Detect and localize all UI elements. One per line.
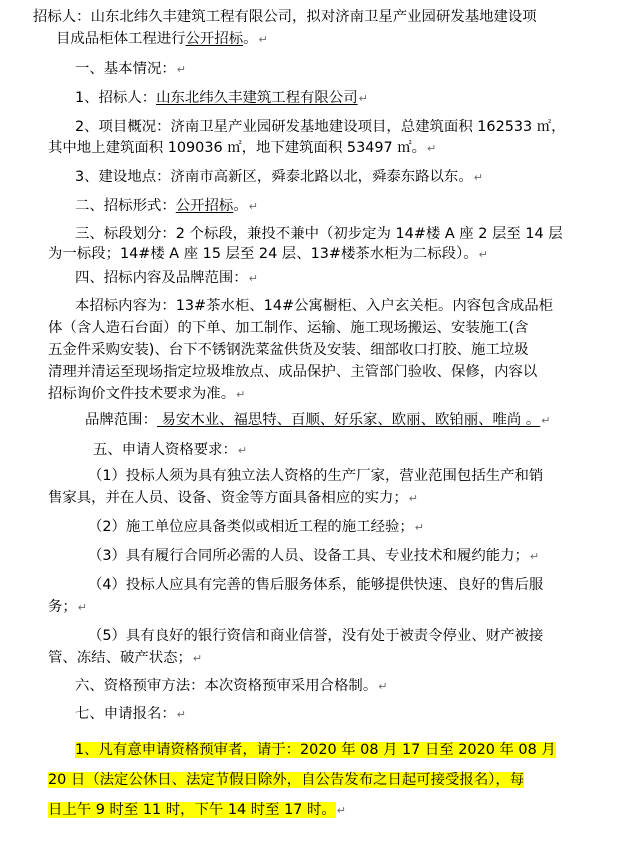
doc-line: （4）投标人应具有完善的售后服务体系，能够提供快速、良好的售后服: [88, 577, 544, 593]
doc-line: 体（含人造石台面）的下单、加工制作、运输、施工现场搬运、安装施工(含: [48, 320, 529, 336]
doc-line: 2、项目概况：济南卫星产业园研发基地建设项目，总建筑面积 162533 ㎡，: [75, 119, 566, 135]
doc-line: 管、冻结、破产状态；↵: [48, 650, 203, 666]
doc-line: 目成品柜体工程进行公开招标。↵: [56, 31, 268, 47]
brand-range-line: 品牌范围： 易安木业、福思特、百顺、好乐家、欧丽、欧铂丽、唯尚 。↵: [85, 412, 551, 428]
highlighted-line: 日上午 9 时至 11 时，下午 14 时至 17 时。↵: [48, 802, 346, 818]
section-heading: 一、基本情况：↵: [75, 61, 186, 77]
section-heading: 五、申请人资格要求：↵: [93, 442, 248, 458]
doc-line: 其中地上建筑面积 109036 ㎡，地下建筑面积 53497 ㎡。↵: [48, 140, 437, 156]
doc-line: （1）投标人须为具有独立法人资格的生产厂家，营业范围包括生产和销: [88, 468, 544, 484]
doc-line: 1、招标人：山东北纬久丰建筑工程有限公司↵: [75, 90, 368, 106]
highlighted-line: 1、凡有意申请资格预审者，请于：2020 年 08 月 17 日至 2020 年 08 月: [75, 742, 556, 758]
doc-line: 务；↵: [48, 599, 88, 615]
doc-line: 3、建设地点：济南市高新区，舜泰北路以北，舜泰东路以东。↵: [75, 169, 483, 185]
doc-line: （3）具有履行合同所必需的人员、设备工具、专业技术和履约能力；↵: [88, 548, 540, 564]
section-heading: 二、招标形式：公开招标。↵: [75, 198, 258, 214]
doc-line: （2）施工单位应具备类似或相近工程的施工经验；↵: [88, 519, 424, 535]
doc-line: 售家具，并在人员、设备、资金等方面具备相应的实力；↵: [48, 490, 418, 506]
doc-line: 招标人：山东北纬久丰建筑工程有限公司，拟对济南卫星产业园研发基地建设项: [33, 9, 537, 25]
doc-line: 五金件采购安装)、台下不锈钢洗菜盆供货及安装、细部收口打胶、施工垃圾: [48, 342, 529, 358]
doc-line: （5）具有良好的银行资信和商业信誉，没有处于被责令停业、财产被接: [88, 628, 544, 644]
doc-line: 为一标段；14#楼 A 座 15 层至 24 层、13#楼茶水柜为二标段）。↵: [48, 246, 488, 262]
doc-line: 本招标内容为：13#茶水柜、14#公寓橱柜、入户玄关柜。内容包含成品柜: [75, 298, 554, 314]
section-heading: 三、标段划分：2 个标段，兼投不兼中（初步定为 14#楼 A 座 2 层至 14 层: [75, 226, 563, 242]
section-heading: 六、资格预审方法：本次资格预审采用合格制。↵: [75, 678, 388, 694]
highlighted-line: 20 日（法定公休日、法定节假日除外，自公告发布之日起可接受报名），每: [48, 772, 525, 788]
section-heading: 四、招标内容及品牌范围：↵: [75, 270, 258, 286]
section-heading: 七、申请报名：↵: [75, 706, 186, 722]
doc-line: 清理并清运至现场指定垃圾堆放点、成品保护、主管部门验收、保修，内容以: [48, 364, 538, 380]
doc-line: 招标询价文件技术要求为准。↵: [48, 386, 246, 402]
